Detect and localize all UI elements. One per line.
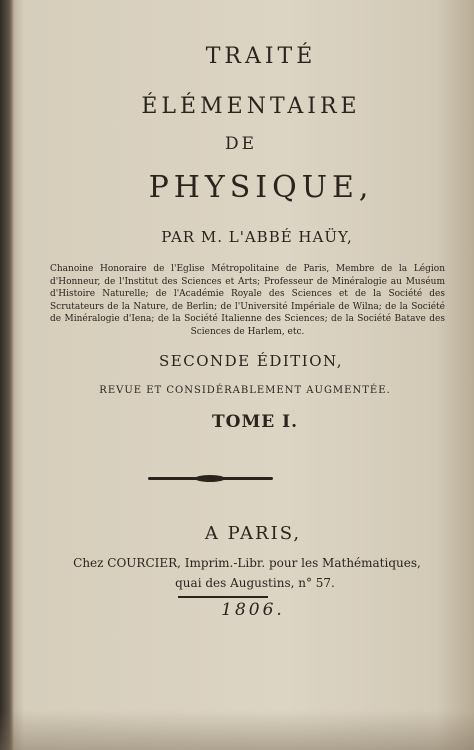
year-rule: [178, 596, 268, 598]
address-line: quai des Augustins, n° 57.: [175, 576, 335, 590]
author-line: PAR M. L'ABBÉ HAÜY,: [161, 228, 353, 246]
publication-year: 1806.: [221, 600, 285, 620]
publisher-line: Chez COURCIER, Imprim.-Libr. pour les Mathématiques,: [73, 556, 421, 570]
title-line-1: TRAITÉ: [205, 44, 317, 69]
city-line: A PARIS,: [204, 523, 302, 544]
title-line-4: PHYSIQUE,: [148, 170, 374, 205]
title-line-2: ÉLÉMENTAIRE: [141, 94, 361, 119]
title-page: [10, 0, 472, 750]
edition-line: SECONDE ÉDITION,: [159, 352, 343, 370]
volume-label: TOME I.: [211, 412, 299, 432]
edition-note: REVUE ET CONSIDÉRABLEMENT AUGMENTÉE.: [99, 385, 391, 396]
ornamental-rule: [148, 477, 273, 480]
page-edge-shadow: [0, 710, 474, 750]
title-line-3: DE: [224, 134, 258, 154]
author-description: Chanoine Honoraire de l'Eglise Métropolitaine de Paris, Membre de la Légion d'Honneur, de l'Institut des Sciences et Arts; Professeur de Minéralogie au Muséum d'Histoire Naturelle; de l'Académie Royale des Sciences et de la Société des Scrutateurs de la Nature, de Berlin; de l'Université Impériale de Wilna; de la Société de Minéralogie d'Iena; de la Société Italienne des Sciences; de la Société Batave des Sciences de Harlem, etc.: [50, 264, 445, 337]
